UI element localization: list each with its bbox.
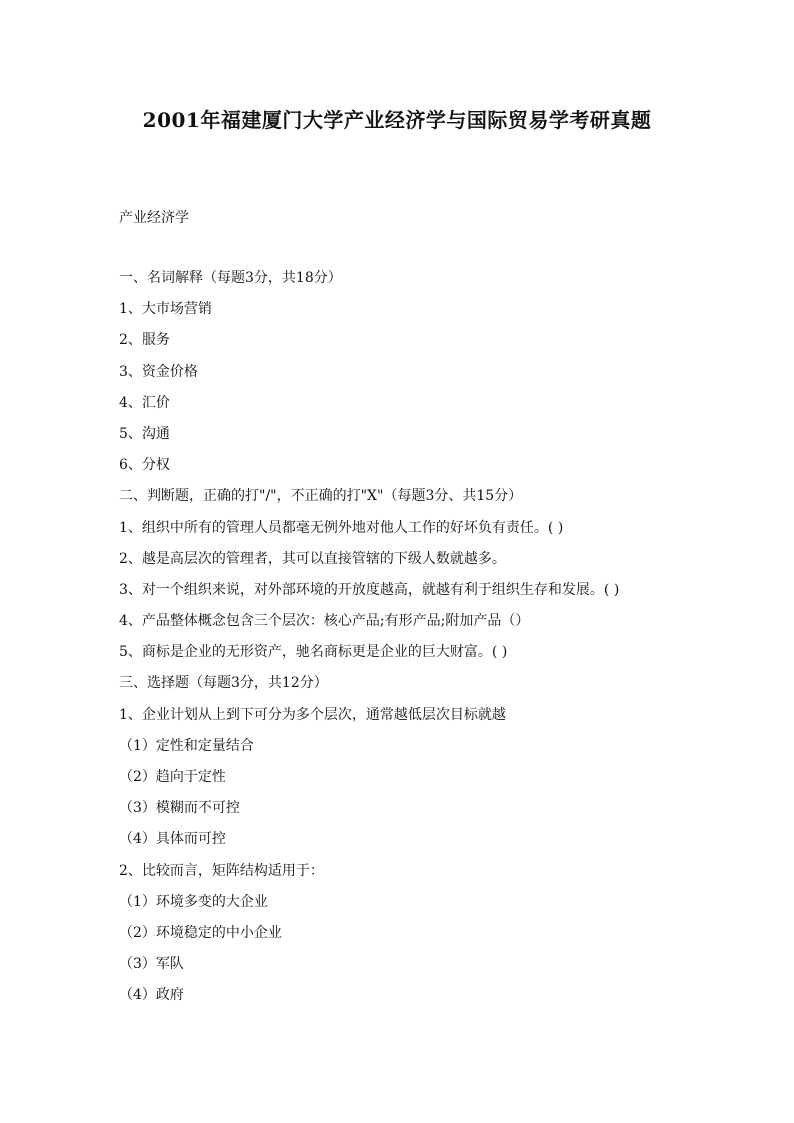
- question-item: 6、分权: [119, 457, 170, 474]
- question-item: 2、越是高层次的管理者，其可以直接管辖的下级人数就越多。: [119, 550, 506, 567]
- question-item: 3、资金价格: [119, 363, 198, 380]
- question-item: 4、汇价: [119, 394, 170, 411]
- question-item: 2、比较而言，矩阵结构适用于：: [119, 862, 324, 879]
- answer-option: （1）定性和定量结合: [119, 737, 254, 754]
- section-heading: 三、选择题（每题3分，共12分）: [119, 675, 328, 692]
- answer-option: （1）环境多变的大企业: [119, 893, 268, 910]
- question-list: [119, 270, 759, 1019]
- answer-option: （4）政府: [119, 987, 184, 1004]
- question-item: 1、大市场营销: [119, 301, 212, 318]
- question-item: 5、沟通: [119, 425, 170, 442]
- answer-option: （3）军队: [119, 956, 184, 973]
- question-item: 4、产品整体概念包含三个层次：核心产品;有形产品;附加产品（）: [119, 613, 530, 630]
- answer-option: （4）具体而可控: [119, 831, 226, 848]
- document-title: 2001年福建厦门大学产业经济学与国际贸易学考研真题: [142, 108, 652, 132]
- question-item: 5、商标是企业的无形资产，驰名商标更是企业的巨大财富。( ): [119, 644, 508, 661]
- answer-option: （2）环境稳定的中小企业: [119, 924, 282, 941]
- answer-option: （3）模糊而不可控: [119, 800, 240, 817]
- answer-option: （2）趋向于定性: [119, 769, 226, 785]
- question-item: 3、对一个组织来说，对外部环境的开放度越高，就越有利于组织生存和发展。( ): [119, 581, 620, 598]
- question-item: 1、企业计划从上到下可分为多个层次，通常越低层次目标就越: [119, 706, 506, 723]
- subject-heading: 产业经济学: [119, 210, 189, 226]
- section-heading: 一、名词解释（每题3分，共18分）: [119, 270, 342, 286]
- question-item: 2、服务: [119, 332, 170, 349]
- question-item: 1、组织中所有的管理人员都毫无例外地对他人工作的好坏负有责任。( ): [119, 519, 564, 536]
- section-heading: 二、判断题，正确的打"/"，不正确的打"X"（每题3分、共15分）: [119, 488, 523, 505]
